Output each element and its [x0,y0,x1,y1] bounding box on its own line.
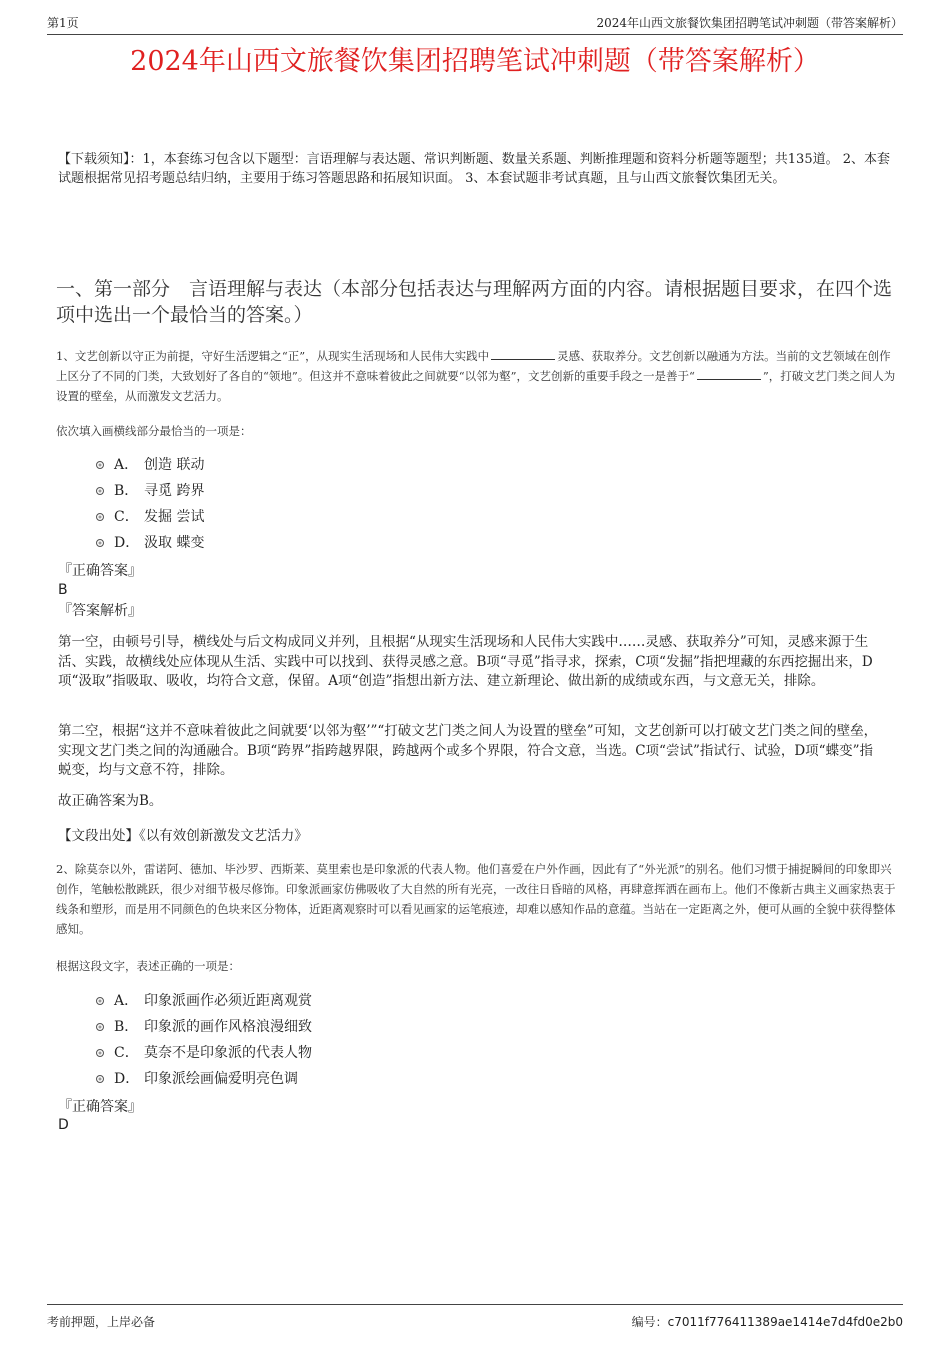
page-header [47,14,903,35]
radio-icon[interactable] [96,1075,104,1083]
document-title: 2024年山西文旅餐饮集团招聘笔试冲刺题（带答案解析） [130,46,820,77]
correct-answer: D [58,1117,69,1133]
option-b[interactable]: B． 寻觅 跨界 [96,478,204,504]
question-1-options [96,452,204,556]
radio-icon[interactable] [96,1023,104,1031]
footer-slogan: 考前押题，上岸必备 [47,1315,156,1329]
option-d[interactable]: D． 印象派绘画偏爱明亮色调 [96,1066,312,1092]
radio-icon[interactable] [96,997,104,1005]
section-heading: 一、第一部分 言语理解与表达（本部分包括表达与理解两方面的内容。请根据题目要求，在四个选项中选出一个最恰当的答案。） [56,278,893,326]
option-a[interactable]: A． 印象派画作必须近距离观赏 [96,988,312,1014]
text-source: 【文段出处】《以有效创新激发文艺活力》 [58,828,308,844]
option-d[interactable]: D． 汲取 蝶变 [96,530,204,556]
option-c[interactable]: C． 莫奈不是印象派的代表人物 [96,1040,312,1066]
analysis-paragraph-2: 第二空，根据“这并不意味着彼此之间就要‘以邻为壑’”“打破文艺门类之间人为设置的壁垒”可知，文艺创新可以打破文艺门类之间的壁垒，实现文艺门类之间的沟通融合。B项“跨界”指跨越界限，跨越两个或多个界限，符合文意，当选。C项“尝试”指试行、试验，D项“蝶变”指蜕变，均与文意不符，排除。 [58,723,878,778]
radio-icon[interactable] [96,513,104,521]
analysis-conclusion: 故正确答案为B。 [58,793,163,809]
answer-blank [491,348,555,360]
analysis-paragraph-1: 第一空，由顿号引导，横线处与后文构成同义并列，且根据“从现实生活现场和人民伟大实践中……灵感、获取养分”可知，灵感来源于生活、实践，故横线处应体现从生活、实践中可以找到、获得灵感之意。B项“寻觅”指寻求，探索，C项“发掘”指把埋藏的东西挖掘出来，D项“汲取”指吸取、吸收，均符合文意，保留。A项“创造”指想出新方法、建立新理论、做出新的成绩或东西，与文意无关，排除。 [58,634,873,689]
radio-icon[interactable] [96,461,104,469]
radio-icon[interactable] [96,539,104,547]
answer-blank [697,368,761,380]
header-doc-title: 2024年山西文旅餐饮集团招聘笔试冲刺题（带答案解析） [596,16,903,30]
option-b[interactable]: B． 印象派的画作风格浪漫细致 [96,1014,312,1040]
radio-icon[interactable] [96,1049,104,1057]
correct-answer-label: 『正确答案』 [58,563,142,579]
question-2-options [96,988,312,1092]
page-footer [47,1304,903,1339]
correct-answer: B [58,582,68,598]
question-1-prompt: 依次填入画横线部分最恰当的一项是： [56,424,252,438]
question-2-prompt: 根据这段文字，表述正确的一项是： [56,959,240,973]
download-notice: 【下载须知】：1，本套练习包含以下题型：言语理解与表达题、常识判断题、数量关系题、判断推理题和资料分析题等题型；共135道。 2、本套试题根据常见招考题总结归纳，主要用于练习答题思路和拓展知识面。 3、本套试题非考试真题，且与山西文旅餐饮集团无关。 [58,152,890,186]
page-number: 第1页 [47,16,79,30]
radio-icon[interactable] [96,487,104,495]
option-a[interactable]: A． 创造 联动 [96,452,204,478]
option-c[interactable]: C． 发掘 尝试 [96,504,204,530]
question-1-stem: 1、文艺创新以守正为前提，守好生活逻辑之“正”，从现实生活现场和人民伟大实践中 灵感、获取养分。文艺创新以融通为方法。当前的文艺领域在创作上区分了不同的门类，大致划好了各自的“领地”。但这并不意味着彼此之间就要“以邻为壑”，文艺创新的重要手段之一是善于“ ”，打破文艺门类之间人为设置的壁垒，从而激发文艺活力。 [56,349,896,403]
document-code: 编号：c7011f776411389ae1414e7d4fd0e2b0 [631,1315,903,1329]
correct-answer-label: 『正确答案』 [58,1099,142,1115]
question-2-stem: 2、除莫奈以外，雷诺阿、德加、毕沙罗、西斯莱、莫里索也是印象派的代表人物。他们喜爱在户外作画，因此有了“外光派”的别名。他们习惯于捕捉瞬间的印象即兴创作，笔触松散跳跃，很少对细节极尽修饰。印象派画家仿佛吸收了大自然的所有光亮，一改往日昏暗的风格，再肆意挥洒在画布上。他们不像新古典主义画家热衷于线条和塑形，而是用不同颜色的色块来区分物体，近距离观察时可以看见画家的运笔痕迹，却难以感知作品的意蕴。当站在一定距离之外，便可从画的全貌中获得整体感知。 [56,862,896,936]
analysis-label: 『答案解析』 [58,603,142,619]
